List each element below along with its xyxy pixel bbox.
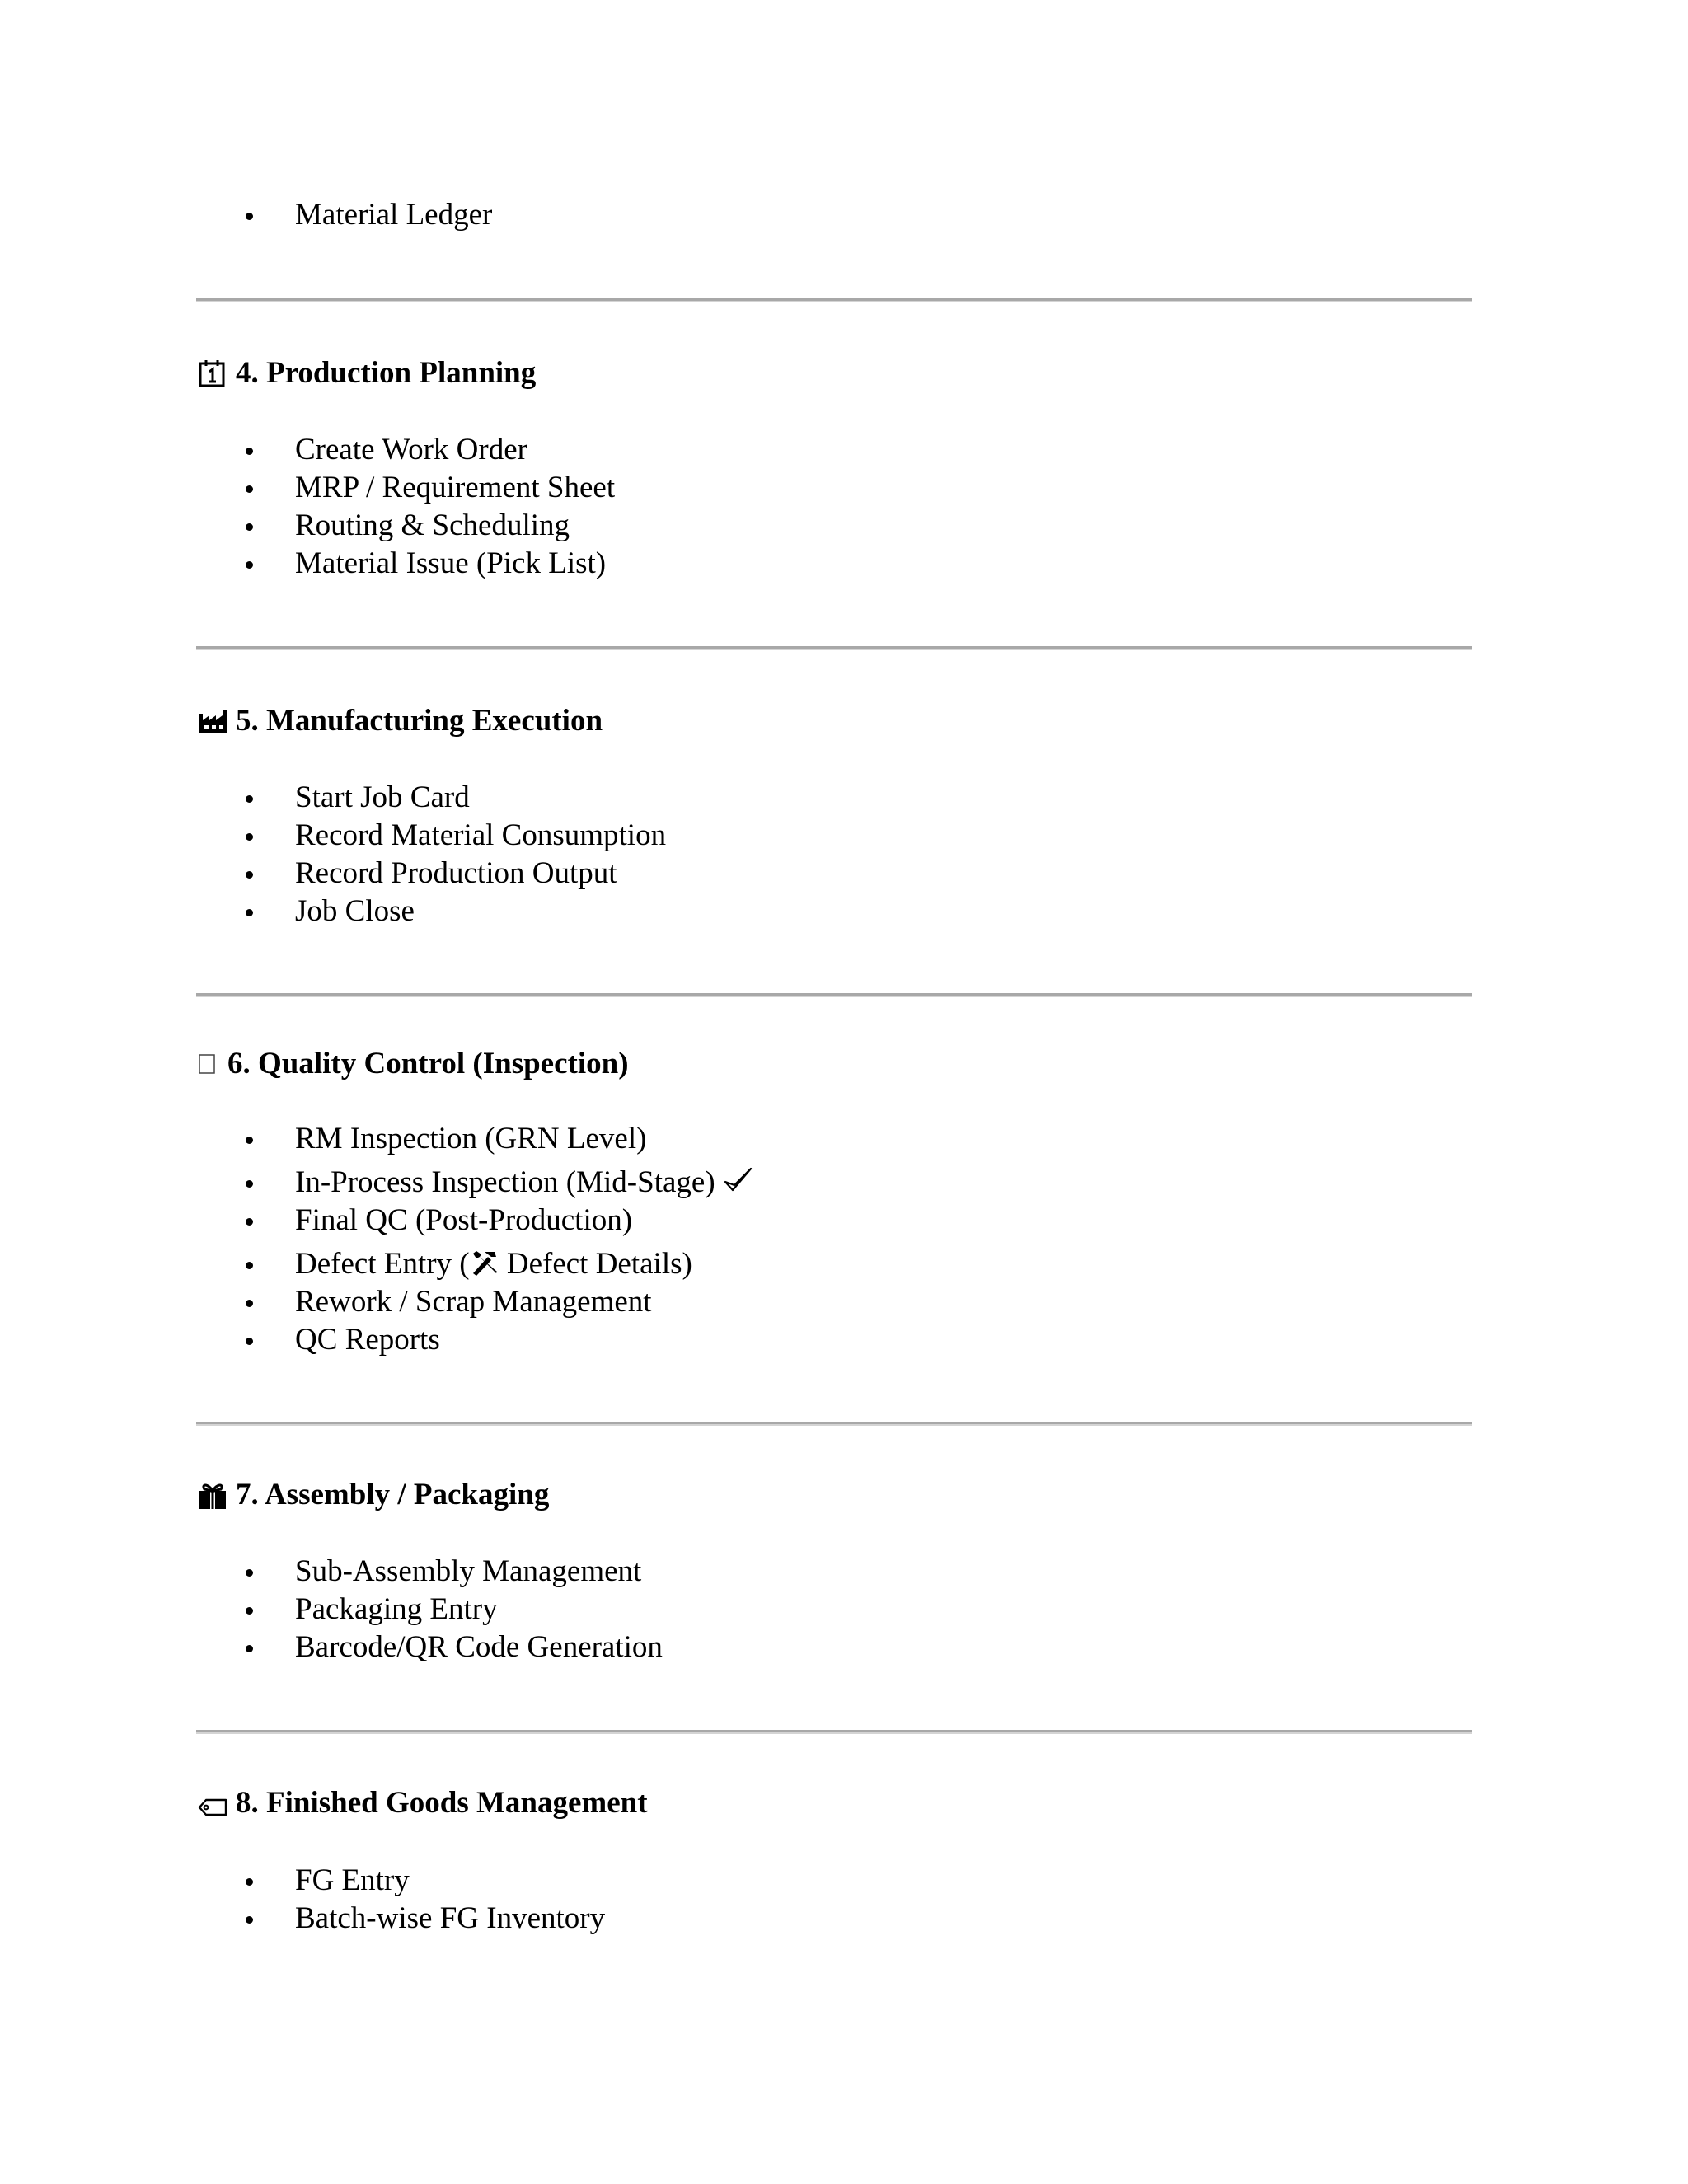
section-heading: 4. Production Planning [198, 354, 536, 392]
hammer-and-wrench-icon [470, 1249, 499, 1286]
bullet-dot [246, 833, 253, 841]
bullet-dot [246, 213, 253, 220]
horizontal-rule [196, 646, 1472, 650]
bullet-dot [246, 1916, 253, 1924]
section-heading: 8. Finished Goods Management [198, 1784, 648, 1822]
section-heading: 5. Manufacturing Execution [198, 702, 603, 740]
bullet-dot [246, 1338, 253, 1345]
section-heading: 7. Assembly / Packaging [198, 1476, 549, 1514]
bullet-dot [246, 1180, 253, 1188]
horizontal-rule [196, 993, 1472, 997]
document-page: Material Ledger 4. Production Planning Create Work Order MRP / Requirement Sheet Routing & Scheduling Material Issue (Pick List) 5. Manufacturing Execution Start Job Card Record Material Consumption Record Production Output Job Close 6. Quality Control (Inspection) RM Inspection (GRN Level) In-Process Inspection (Mid-Stage) Final QC (Post-Production) Defect Entry ( Defect Details) Rework / Scrap Management QC Reports 7. Assembly / Packaging Sub-Assembly Management Packaging Entry Barcode/QR Code Generation 8. Finished Goods Management FG Entry Batch-wise FG Inventory [0, 0, 1688, 2184]
gift-icon [198, 1481, 226, 1509]
bullet-dot [246, 1262, 253, 1269]
bullet-dot [246, 523, 253, 531]
bullet-dot [246, 1607, 253, 1615]
check-mark-icon [723, 1165, 754, 1205]
horizontal-rule [196, 1422, 1472, 1426]
factory-icon [198, 707, 226, 735]
bullet-dot [246, 909, 253, 916]
bullet-dot [246, 1878, 253, 1886]
bullet-dot [246, 1645, 253, 1652]
bullet-dot [246, 795, 253, 803]
missing-glyph-icon [198, 1052, 218, 1076]
calendar-icon [198, 359, 226, 387]
horizontal-rule [196, 1730, 1472, 1734]
horizontal-rule [196, 298, 1472, 302]
bullet-dot [246, 448, 253, 455]
bullet-dot [246, 1137, 253, 1144]
bullet-dot [246, 1569, 253, 1577]
bullet-dot [246, 561, 253, 569]
bullet-dot [246, 1218, 253, 1226]
label-tag-icon [198, 1797, 226, 1817]
bullet-dot [246, 1300, 253, 1307]
bullet-dot [246, 871, 253, 879]
section-heading: 6. Quality Control (Inspection) [198, 1045, 629, 1083]
bullet-dot [246, 485, 253, 493]
